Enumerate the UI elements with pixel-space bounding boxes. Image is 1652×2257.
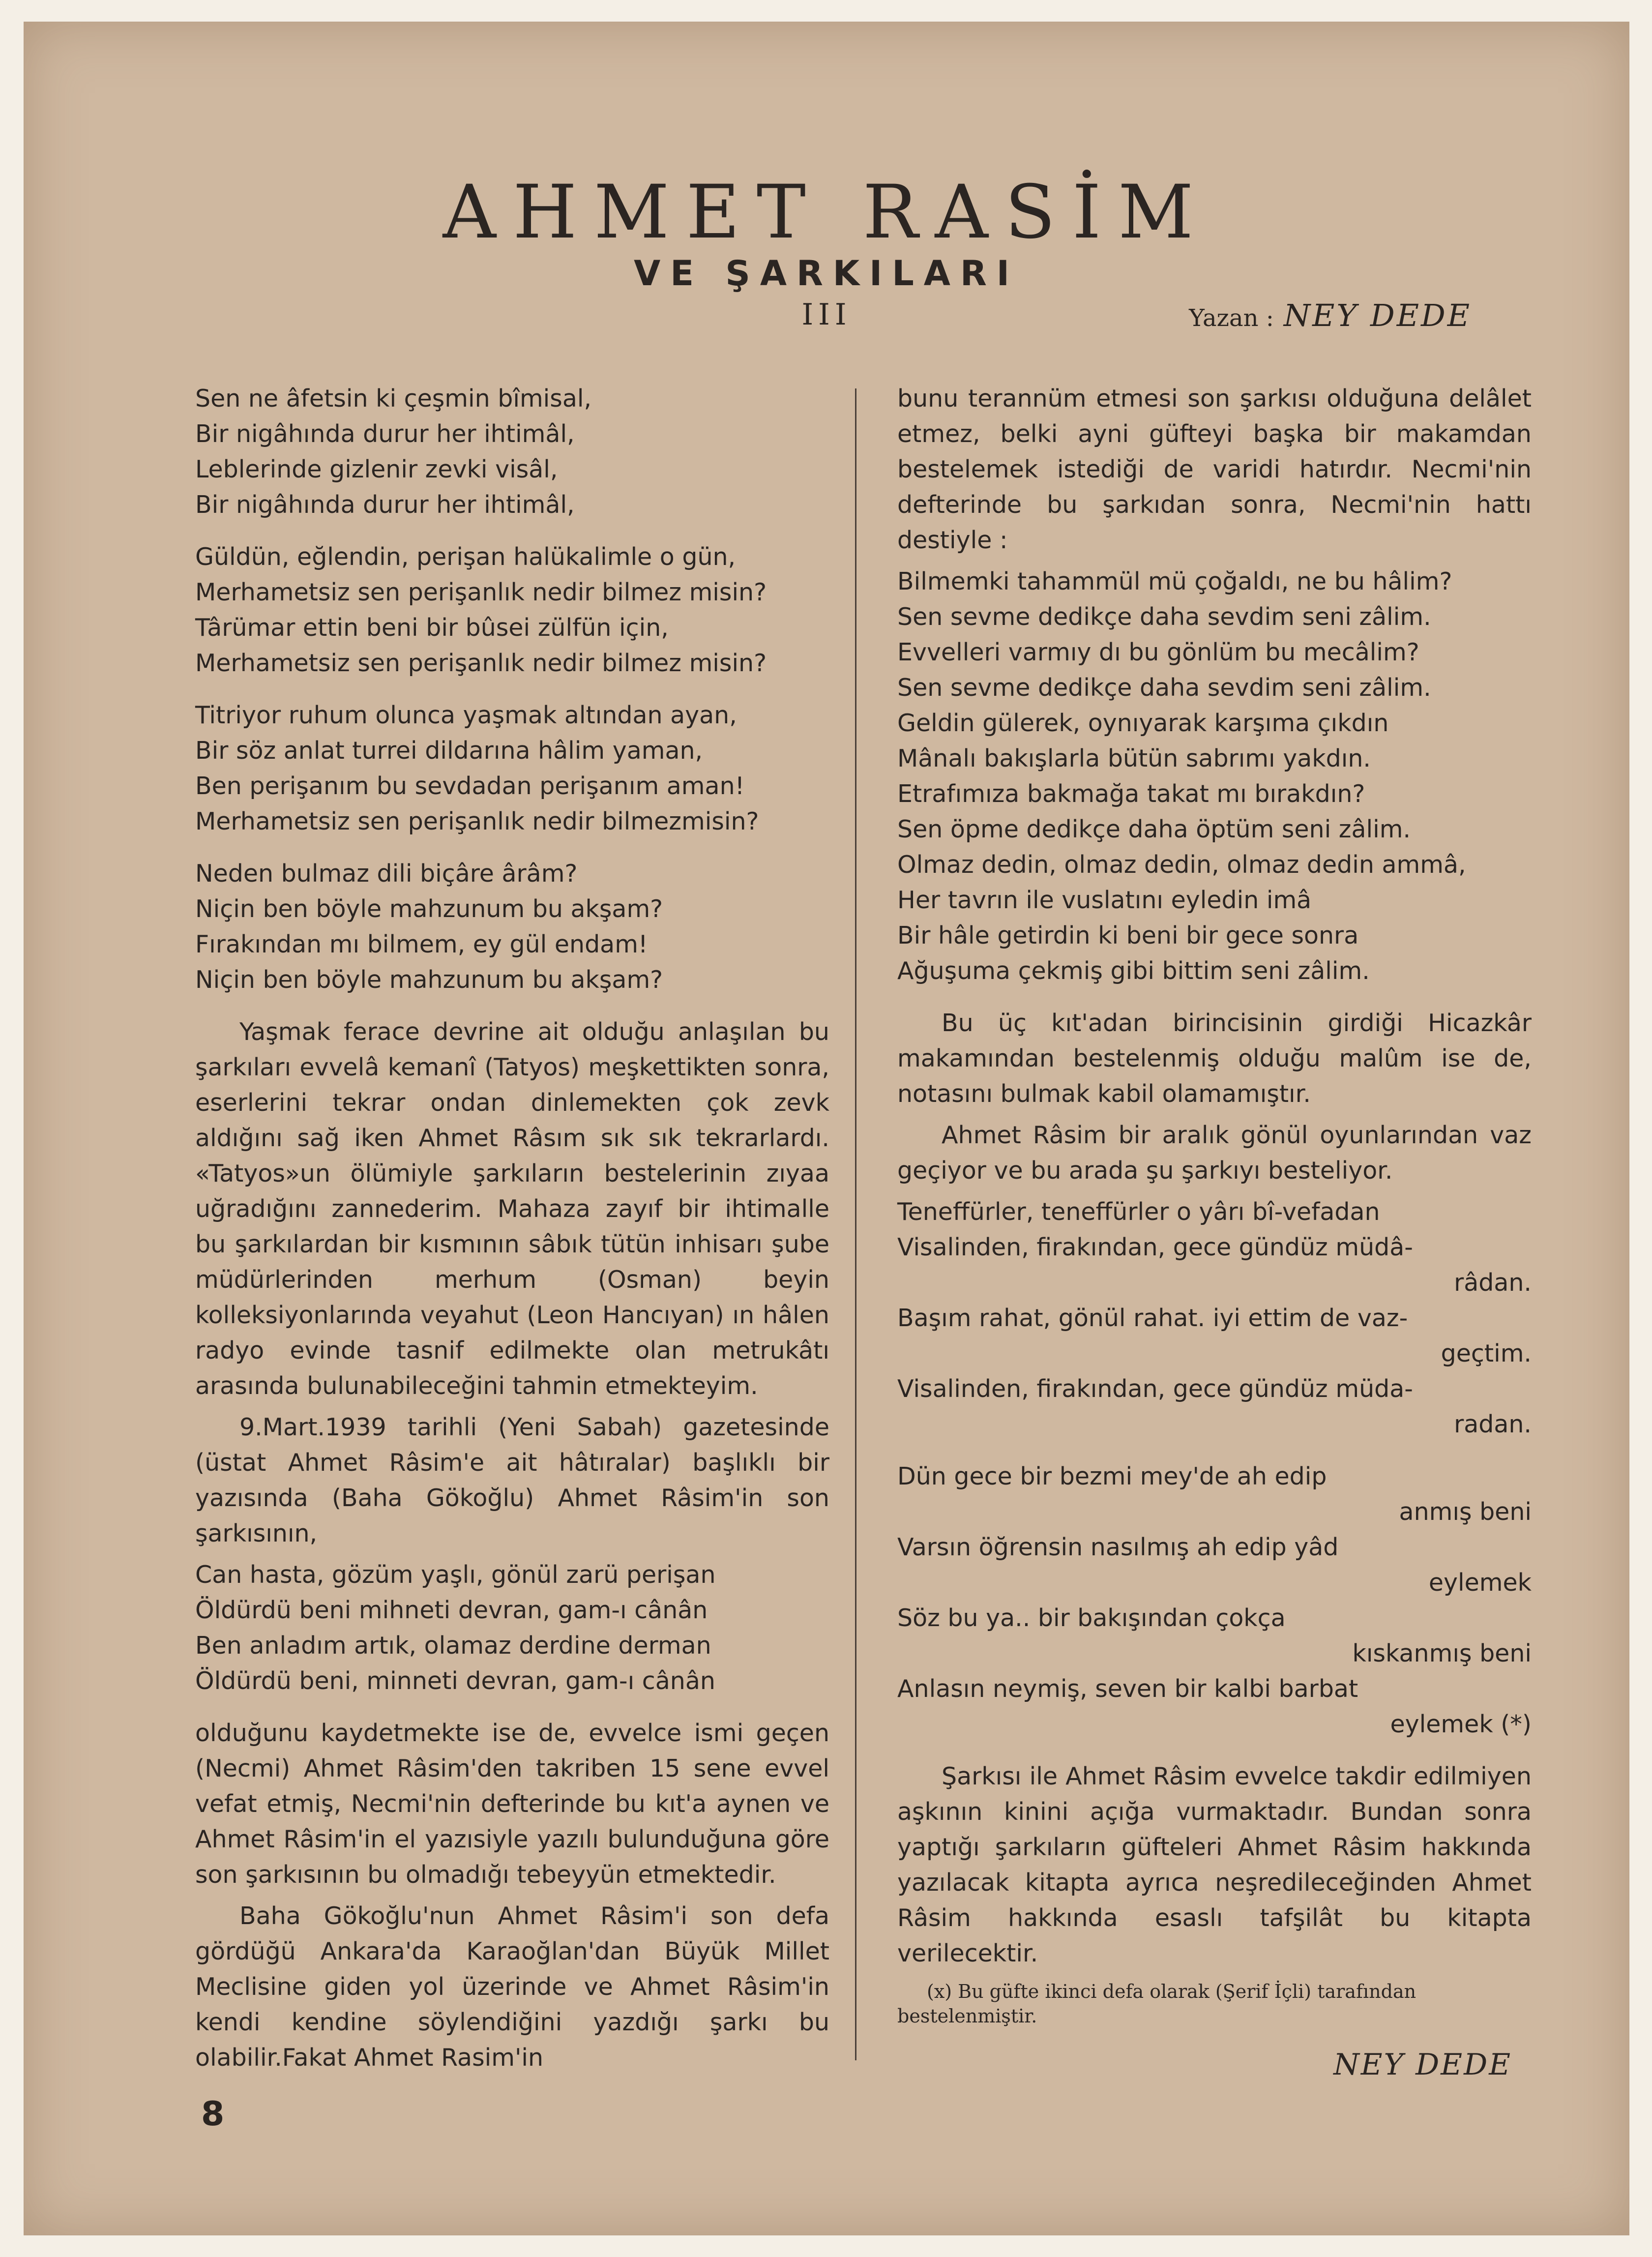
poem-line-continuation: râdan. bbox=[1454, 1269, 1532, 1297]
column-divider bbox=[855, 388, 856, 2060]
poem-line: Niçin ben böyle mahzunum bu akşam? bbox=[195, 895, 663, 923]
poem-line: Evvelleri varmıy dı bu gönlüm bu mecâlim? bbox=[897, 638, 1419, 666]
poem-line: Etrafımıza bakmağa takat mı bırakdın? bbox=[897, 780, 1365, 808]
poem-stanza bbox=[195, 381, 829, 523]
body-paragraph: Bu üç kıt'adan birincisinin girdiği Hicazkâr makamından bestelenmiş olduğu malûm ise de, notasını bulmak kabil olamamıştır. bbox=[897, 1009, 1532, 1108]
poem-stanza bbox=[195, 539, 829, 681]
author-signature: NEY DEDE bbox=[1333, 2048, 1512, 2082]
poem-line: Her tavrın ile vuslatını eyledin imâ bbox=[897, 886, 1312, 914]
poem-line-continuation: eylemek bbox=[1428, 1569, 1532, 1597]
poem-line: Ağuşuma çekmiş gibi bittim seni zâlim. bbox=[897, 957, 1370, 985]
poem-line: Olmaz dedin, olmaz dedin, olmaz dedin ammâ, bbox=[897, 851, 1466, 879]
poem-line: Geldin gülerek, oynıyarak karşıma çıkdın bbox=[897, 709, 1389, 737]
poem-stanza bbox=[195, 856, 829, 998]
poem-stanza bbox=[897, 564, 1532, 989]
poem-stanza bbox=[897, 1459, 1532, 1742]
poem-line: Merhametsiz sen perişanlık nedir bilmez misin? bbox=[195, 649, 767, 677]
poem-line: Bir nigâhında durur her ihtimâl, bbox=[195, 420, 575, 448]
poem-line-continuation: eylemek (*) bbox=[1390, 1710, 1532, 1738]
poem-line: Sen ne âfetsin ki çeşmin bîmisal, bbox=[195, 385, 592, 413]
poem-line: Niçin ben böyle mahzunum bu akşam? bbox=[195, 966, 663, 994]
poem-line: Bilmemki tahammül mü çoğaldı, ne bu hâlim? bbox=[897, 567, 1452, 595]
body-paragraph: bunu terannüm etmesi son şarkısı olduğuna delâlet etmez, belki ayni güfteyi başka bir makamdan bestelemek istediği de varidi hatırdır. Necmi'nin defterinde bu şarkıdan sonra, Necmi'nin hattı destiyle : bbox=[897, 385, 1532, 554]
poem-line: Can hasta, gözüm yaşlı, gönül zarü perişan bbox=[195, 1561, 716, 1589]
poem-line: Visalinden, firakından, gece gündüz müda- bbox=[897, 1375, 1413, 1403]
poem-line: Sen öpme dedikçe daha öptüm seni zâlim. bbox=[897, 815, 1411, 843]
poem-line-continuation: geçtim. bbox=[1441, 1339, 1532, 1367]
poem-line: Bir hâle getirdin ki beni bir gece sonra bbox=[897, 921, 1359, 950]
article-title: AHMET RASİM bbox=[442, 170, 1210, 255]
footnote: (x) Bu güfte ikinci defa olarak (Şerif İçli) tarafından bestelenmiştir. bbox=[897, 1981, 1416, 2027]
poem-line: Bir nigâhında durur her ihtimâl, bbox=[195, 491, 575, 519]
poem-stanza bbox=[897, 1194, 1532, 1442]
poem-line: Söz bu ya.. bir bakışından çokça bbox=[897, 1604, 1286, 1632]
page-number: 8 bbox=[201, 2095, 225, 2134]
byline bbox=[1189, 297, 1472, 333]
poem-line-continuation: kıskanmış beni bbox=[1352, 1639, 1532, 1667]
poem-line: Merhametsiz sen perişanlık nedir bilmez misin? bbox=[195, 578, 767, 606]
poem-line: Fırakından mı bilmem, ey gül endam! bbox=[195, 930, 648, 958]
body-paragraph: Baha Gökoğlu'nun Ahmet Râsim'i son defa gördüğü Ankara'da Karaoğlan'dan Büyük Millet Meclisine giden yol üzerinde ve Ahmet Râsim'in kendi kendine söylendiğini yazdığı şarkı bu olabilir.Fakat Ahmet Rasim'in bbox=[195, 1902, 829, 2072]
part-number: III bbox=[801, 297, 852, 332]
byline-author: NEY DEDE bbox=[1283, 297, 1472, 333]
poem-line: Bir söz anlat turrei dildarına hâlim yaman, bbox=[195, 737, 703, 765]
poem-line: Mânalı bakışlarla bütün sabrımı yakdın. bbox=[897, 744, 1371, 772]
poem-line: Ben perişanım bu sevdadan perişanım aman! bbox=[195, 772, 745, 800]
poem-line: Neden bulmaz dili biçâre ârâm? bbox=[195, 860, 578, 888]
poem-line: Visalinden, firakından, gece gündüz müdâ- bbox=[897, 1233, 1413, 1261]
magazine-page bbox=[24, 22, 1629, 2235]
poem-stanza bbox=[195, 698, 829, 839]
body-paragraph: Şarkısı ile Ahmet Râsim evvelce takdir edilmiyen aşkının kinini açığa vurmaktadır. Bundan sonra yaptığı şarkıların güfteleri Ahmet Râsim hakkında yazılacak kitapta ayrıca neşredileceğinden Ahmet Râsim hakkında esaslı tafşilât bu kitapta verilecektir. bbox=[897, 1762, 1532, 1967]
poem-stanza bbox=[195, 1557, 829, 1699]
article-subtitle: VE ŞARKILARI bbox=[634, 253, 1019, 294]
byline-label: Yazan : bbox=[1189, 304, 1274, 332]
poem-line-continuation: radan. bbox=[1454, 1410, 1532, 1438]
poem-line: Başım rahat, gönül rahat. iyi ettim de vaz- bbox=[897, 1304, 1408, 1332]
poem-line: Sen sevme dedikçe daha sevdim seni zâlim. bbox=[897, 674, 1431, 702]
poem-line: Öldürdü beni, minneti devran, gam-ı cânân bbox=[195, 1667, 715, 1695]
poem-line: Ben anladım artık, olamaz derdine derman bbox=[195, 1632, 711, 1660]
poem-line: Varsın öğrensin nasılmış ah edip yâd bbox=[897, 1533, 1339, 1561]
body-paragraph: 9.Mart.1939 tarihli (Yeni Sabah) gazetesinde (üstat Ahmet Râsim'e ait hâtıralar) başlıklı bir yazısında (Baha Gökoğlu) Ahmet Râsim'in son şarkısının, bbox=[195, 1413, 829, 1547]
poem-line: Leblerinde gizlenir zevki visâl, bbox=[195, 455, 558, 483]
poem-line: Titriyor ruhum olunca yaşmak altından ayan, bbox=[195, 701, 737, 729]
poem-line: Teneffürler, teneffürler o yârı bî-vefadan bbox=[897, 1198, 1380, 1226]
right-column bbox=[897, 381, 1532, 2082]
poem-line: Merhametsiz sen perişanlık nedir bilmezmisin? bbox=[195, 807, 759, 835]
poem-line: Güldün, eğlendin, perişan halükalimle o gün, bbox=[195, 543, 736, 571]
body-paragraph: Ahmet Râsim bir aralık gönül oyunlarından vaz geçiyor ve bu arada şu şarkıyı besteliyor. bbox=[897, 1121, 1532, 1185]
poem-line: Târümar ettin beni bir bûsei zülfün için, bbox=[195, 614, 669, 642]
poem-line: Öldürdü beni mihneti devran, gam-ı cânân bbox=[195, 1596, 708, 1624]
poem-line: Anlasın neymiş, seven bir kalbi barbat bbox=[897, 1675, 1358, 1703]
poem-line: Sen sevme dedikçe daha sevdim seni zâlim. bbox=[897, 603, 1431, 631]
poem-line-continuation: anmış beni bbox=[1399, 1498, 1532, 1526]
left-column bbox=[195, 381, 829, 2081]
poem-line: Dün gece bir bezmi mey'de ah edip bbox=[897, 1462, 1327, 1490]
body-paragraph: Yaşmak ferace devrine ait olduğu anlaşılan bu şarkıları evvelâ kemanî (Tatyos) meşkettikten sonra, eserlerini tekrar ondan dinlemekten çok zevk aldığını sağ iken Ahmet Râsım sık sık tekrarlardı. «Tatyos»un ölümiyle şarkıların bestelerinin zıyaa uğradığını zannederim. Mahaza zayıf bir ihtimalle bu şarkılardan bir kısmının sâbık tütün inhisarı şube müdürlerinden merhum (Osman) beyin kolleksiyonlarında veyahut (Leon Hancıyan) ın hâlen radyo evinde tasnif edilmekte olan metrukâtı arasında bulunabileceğini tahmin etmekteyim. bbox=[195, 1018, 829, 1400]
body-paragraph: olduğunu kaydetmekte ise de, evvelce ismi geçen (Necmi) Ahmet Râsim'den takriben 15 sene evvel vefat etmiş, Necmi'nin defterinde bu kıt'a aynen ve Ahmet Râsim'in el yazısiyle yazılı bulunduğuna göre son şarkısının bu olmadığı tebeyyün etmektedir. bbox=[195, 1719, 829, 1889]
